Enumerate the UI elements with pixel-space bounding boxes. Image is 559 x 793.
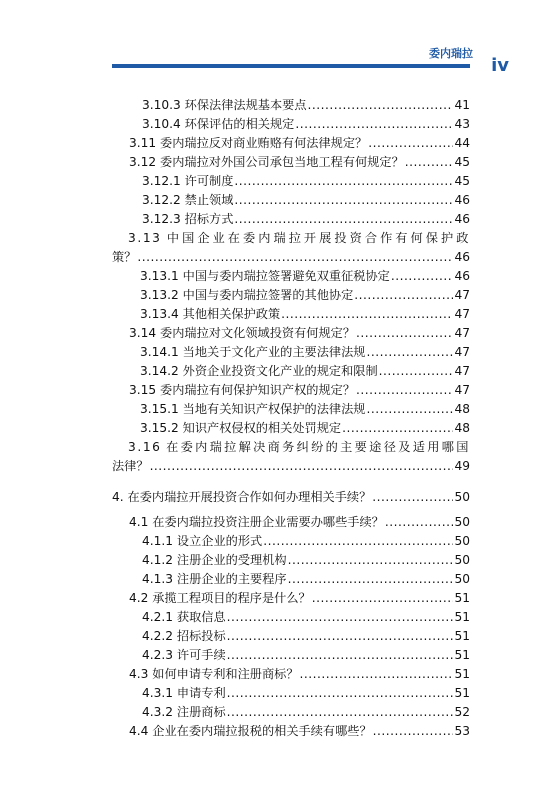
toc-entry[interactable]: 4.3 如何申请专利和注册商标？ ..... 51 (112, 665, 470, 684)
toc-entry[interactable]: 3.12.2 禁止领域 ..... 46 (112, 191, 470, 210)
toc-entry[interactable]: 3.14.2 外资企业投资文化产业的规定和限制 ..... 47 (112, 362, 470, 381)
toc-entry[interactable]: 4.3.1 申请专利 ..... 51 (112, 684, 470, 703)
toc-entry[interactable]: 3.15.2 知识产权侵权的相关处罚规定 ..... 48 (112, 419, 470, 438)
table-of-contents (112, 96, 470, 741)
toc-entry[interactable]: 3.13.1 中国与委内瑞拉签署避免双重征税协定 ..... 46 (112, 267, 470, 286)
toc-entry[interactable]: 3.13.2 中国与委内瑞拉签署的其他协定 ..... 47 (112, 286, 470, 305)
toc-entry[interactable]: 3.16 在委内瑞拉解决商务纠纷的主要途径及适用哪国 法律？ ..... 49 (112, 438, 470, 476)
toc-entry[interactable]: 4.1.2 注册企业的受理机构 ..... 50 (112, 551, 470, 570)
toc-entry[interactable]: 4.2 承揽工程项目的程序是什么？ ..... 51 (112, 589, 470, 608)
toc-entry[interactable]: 4.1.1 设立企业的形式 ..... 50 (112, 532, 470, 551)
toc-entry[interactable]: 3.14.1 当地关于文化产业的主要法律法规 ..... 47 (112, 343, 470, 362)
toc-entry[interactable]: 3.13 中国企业在委内瑞拉开展投资合作有何保护政 策？ ..... 46 (112, 229, 470, 267)
toc-entry[interactable]: 3.10.4 环保评估的相关规定 ..... 43 (112, 115, 470, 134)
toc-entry[interactable]: 4.2.2 招标投标 ..... 51 (112, 627, 470, 646)
toc-entry[interactable]: 4.2.3 许可手续 ..... 51 (112, 646, 470, 665)
header-rule (112, 64, 470, 68)
toc-entry[interactable]: 3.12 委内瑞拉对外国公司承包当地工程有何规定？ ..... 45 (112, 153, 470, 172)
toc-entry[interactable]: 4.4 企业在委内瑞拉报税的相关手续有哪些？ ..... 53 (112, 722, 470, 741)
section-gap (112, 476, 470, 488)
toc-chapter-entry[interactable]: 4. 在委内瑞拉开展投资合作如何办理相关手续？ ..... 50 (112, 488, 470, 507)
toc-entry[interactable]: 4.1 在委内瑞拉投资注册企业需要办哪些手续？ ..... 50 (112, 513, 470, 532)
toc-entry[interactable]: 3.15.1 当地有关知识产权保护的法律法规 ..... 48 (112, 400, 470, 419)
toc-entry[interactable]: 3.12.1 许可制度 ..... 45 (112, 172, 470, 191)
toc-entry[interactable]: 3.11 委内瑞拉反对商业贿赂有何法律规定？ ..... 44 (112, 134, 470, 153)
toc-entry[interactable]: 4.3.2 注册商标 ..... 52 (112, 703, 470, 722)
page-number: iv (491, 55, 509, 76)
toc-entry[interactable]: 3.15 委内瑞拉有何保护知识产权的规定？ ..... 47 (112, 381, 470, 400)
toc-entry[interactable]: 3.10.3 环保法律法规基本要点 ..... 41 (112, 96, 470, 115)
toc-entry[interactable]: 3.13.4 其他相关保护政策 ..... 47 (112, 305, 470, 324)
toc-entry[interactable]: 4.2.1 获取信息 ..... 51 (112, 608, 470, 627)
toc-entry[interactable]: 3.14 委内瑞拉对文化领域投资有何规定？ ..... 47 (112, 324, 470, 343)
running-header-title: 委内瑞拉 (429, 47, 473, 60)
toc-entry[interactable]: 3.12.3 招标方式 ..... 46 (112, 210, 470, 229)
toc-entry[interactable]: 4.1.3 注册企业的主要程序 ..... 50 (112, 570, 470, 589)
